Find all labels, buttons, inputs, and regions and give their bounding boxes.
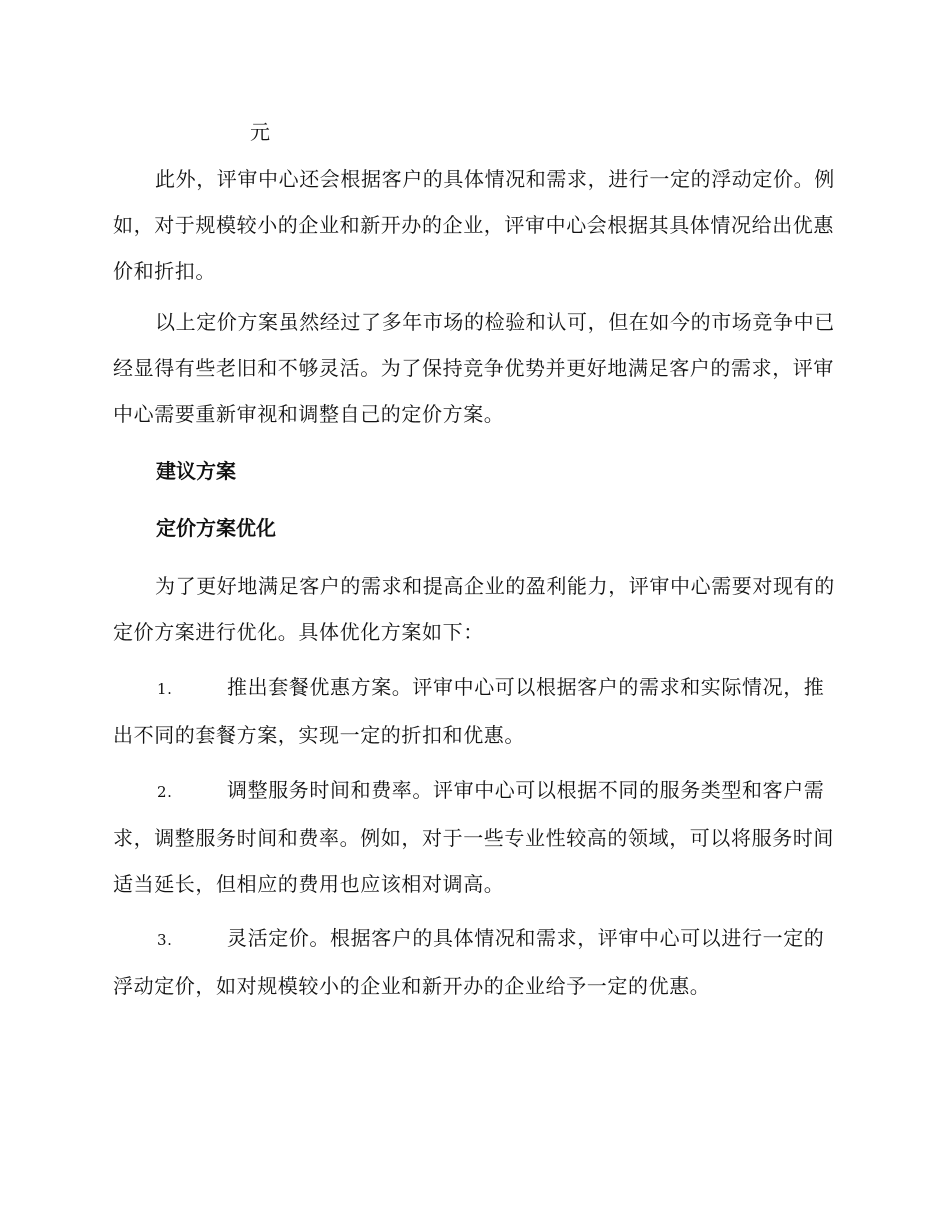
- text-fragment: 元: [250, 120, 270, 144]
- list-item: [113, 767, 837, 907]
- list-item: [113, 915, 837, 1009]
- paragraph-floating-pricing: 此外，评审中心还会根据客户的具体情况和需求，进行一定的浮动定价。例如，对于规模较小的企业和新开办的企业，评审中心会根据其具体情况给出优惠价和折扣。: [113, 167, 835, 283]
- list-item: [113, 664, 837, 758]
- section-heading: 建议方案: [156, 459, 236, 483]
- paragraph-intro: 为了更好地满足客户的需求和提高企业的盈利能力，评审中心需要对现有的定价方案进行优化。具体优化方案如下：: [113, 574, 835, 644]
- list-text: 灵活定价。根据客户的具体情况和需求，评审中心可以进行一定的浮动定价，如对规模较小的企业和新开办的企业给予一定的优惠。: [113, 926, 825, 998]
- list-number: 1.: [157, 680, 173, 698]
- subsection-heading: 定价方案优化: [156, 516, 276, 540]
- list-text: 推出套餐优惠方案。评审中心可以根据客户的需求和实际情况，推出不同的套餐方案，实现一定的折扣和优惠。: [113, 675, 825, 747]
- list-number: 2.: [157, 783, 173, 801]
- list-number: 3.: [157, 931, 173, 949]
- list-text: 调整服务时间和费率。评审中心可以根据不同的服务类型和客户需求，调整服务时间和费率。例如，对于一些专业性较高的领域，可以将服务时间适当延长，但相应的费用也应该相对调高。: [113, 778, 834, 896]
- paragraph-pricing-outdated: 以上定价方案虽然经过了多年市场的检验和认可，但在如今的市场竞争中已经显得有些老旧和不够灵活。为了保持竞争优势并更好地满足客户的需求，评审中心需要重新审视和调整自己的定价方案。: [113, 310, 835, 426]
